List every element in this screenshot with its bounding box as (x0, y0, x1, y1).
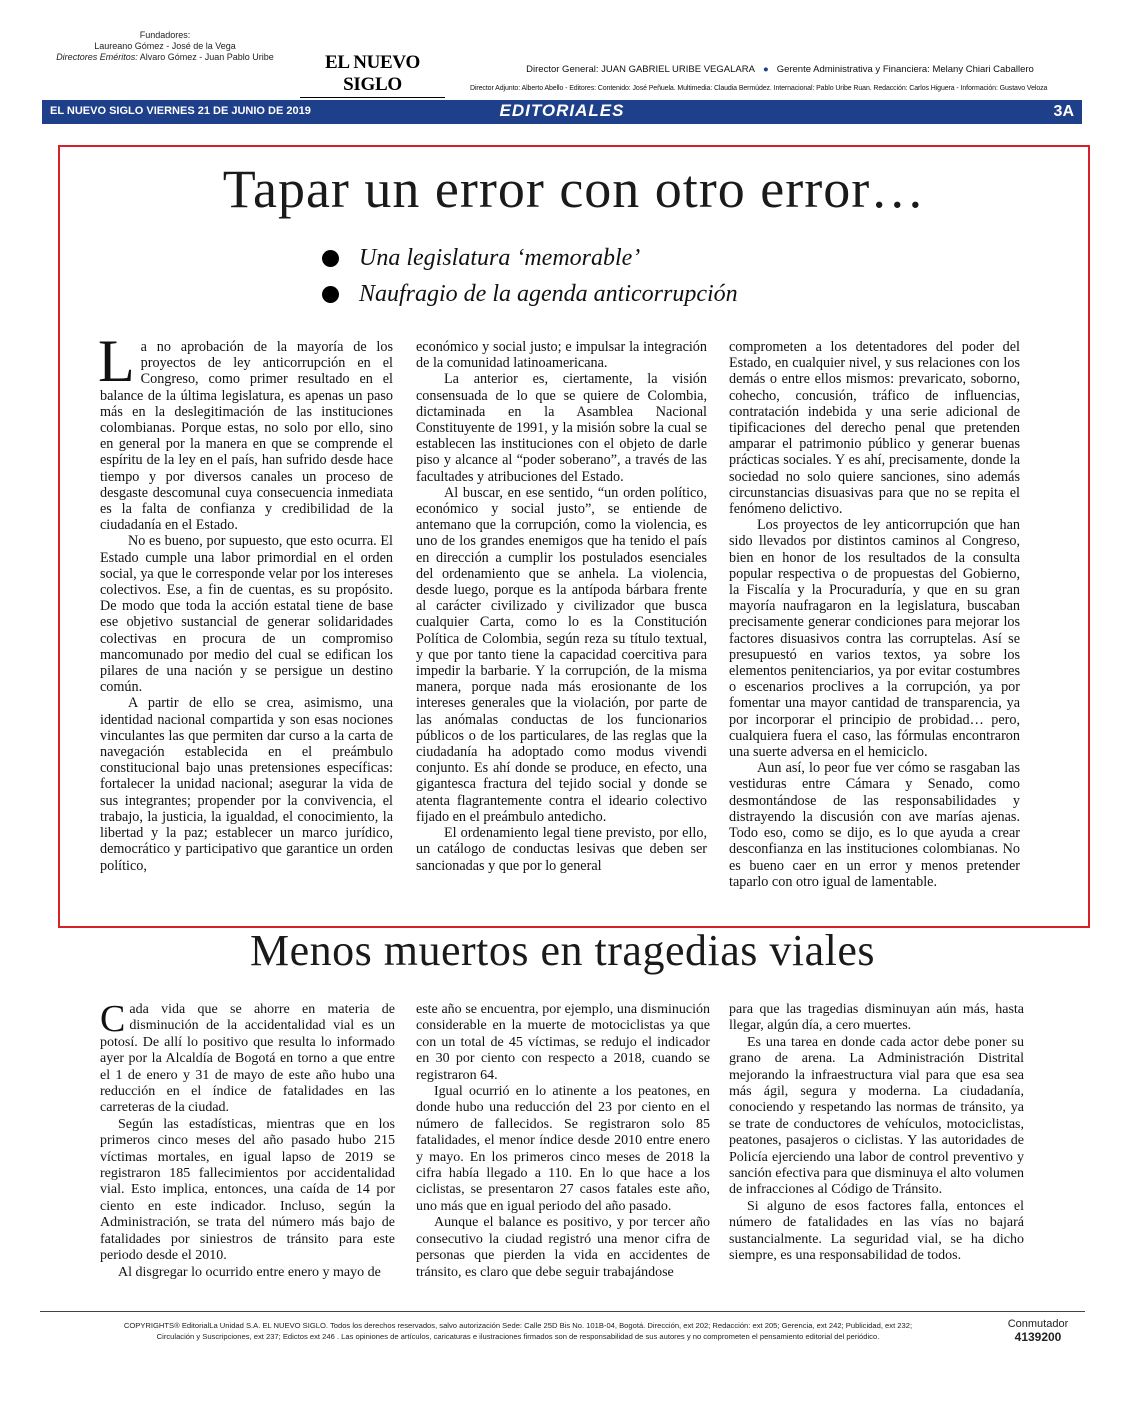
paragraph: Al buscar, en ese sentido, “un orden político, económico y social justo”, se entiende de antemano que la corrupción, como la violencia, es uno de los grandes enemigos que ha tenido el país en dirección a cumplir los postulados esenciales del ordenamiento que se anhela. La violencia, desde luego, porque es la antípoda bárbara frente al carácter civilizado y civilizador que busca cualquier Carta, como lo es la Constitución Política de Colombia, según reza su título textual, y que por tanto tiene la capacidad coercitiva para impedir la barbarie. Y la corrupción, de la misma manera, porque nada más erosionante de los intereses generales que la violación, por parte de las anómalas conductas de los funcionarios públicos o de los particulares, de las reglas que la ciudadanía ha adoptado como modus vivendi conjunto. Es ahí donde se produce, en efecto, una gigantesca fractura del tejido social y donde se atenta flagrantemente contra el ideario colectivo fijado en el preámbulo antedicho. (416, 484, 707, 825)
paragraph: Los proyectos de ley anticorrupción que han sido llevados por distintos caminos al Congreso, bien en honor de los resultados de la consulta popular respectiva o de propuestas del Gobierno, la Fiscalía y la Procuraduría, y que en su gran mayoría naufragaron en la legislatura, buscaban precisamente generar condiciones para mejorar los factores disuasivos contra las corruptelas. Así se presupuestó en varios textos, ya sobre los elementos penitenciarios, ya por evitar costumbres o escenarios proclives a la corrupción, ya por fomentar una mayor cantidad de transparencia, ya por incorporar el principio de probidad… pero, cualquiera fuera el caso, las fórmulas encontraron una suerte adversa en el hemiciclo. (729, 517, 1020, 761)
editorial-title: Tapar un error con otro error… (222, 159, 926, 219)
bullet-icon (322, 286, 339, 303)
bullet-icon: ● (762, 64, 769, 75)
paragraph: este año se encuentra, por ejemplo, una disminución considerable en la muerte de motociclistas ya que con un total de 45 víctimas, se redujo el indicador en 30 por ciento con respecto a 2018, cuando se registraron 64. (416, 1002, 710, 1083)
emeriti-names: Alvaro Gómez - Juan Pablo Uribe (139, 52, 274, 62)
gerente: Gerente Administrativa y Financiera: Melany Chiari Caballero (776, 64, 1034, 75)
section-title: EDITORIALES (499, 101, 625, 120)
emeriti-label: Directores Eméritos: (56, 52, 138, 62)
paragraph: La anterior es, ciertamente, la visión consensuada de lo que se quiere de Colombia, dictaminada en la Asamblea Nacional Constituyente de 1991, y la misión sobre la cual se establecen las instituciones con el objeto de darle piso y alcance al “poder soberano”, a través de las facultades y atribuciones del Estado. (416, 371, 707, 485)
subhead-text: Una legislatura ‘memorable’ (359, 244, 641, 271)
editorial2-column-3 (729, 1002, 1024, 1265)
edition-date: EL NUEVO SIGLO VIERNES 21 DE JUNIO DE 2019 (50, 105, 311, 117)
editorial-subheads (322, 240, 922, 312)
switchboard-label: Conmutador (1007, 1318, 1069, 1330)
emeriti-line (30, 52, 300, 63)
editorial2-column-2 (416, 1002, 710, 1281)
paragraph: Según las estadísticas, mientras que en los primeros cinco meses del año pasado hubo 215 víctimas mortales, en igual lapso de 2019 se registraron 185 fallecimientos por accidentalidad vial. Esto implica, entonces, una caída de 14 por ciento en este indicador. Incluso, según la Administración, se trata del número más bajo de fatalidades por siniestros de tránsito para este periodo desde el 2010. (100, 1116, 395, 1264)
paragraph: Igual ocurrió en lo atinente a los peatones, en donde hubo una reducción del 23 por ciento en el número de fallecidos. Se registraron solo 85 fatalidades, el menor índice desde 2010 entre enero y mayo. En los primeros cinco meses de 2018 la cifra había llegado a 110. En lo que hace a los ciclistas, se presentaron 27 casos fatales este año, uno más que en igual periodo del año pasado. (416, 1084, 710, 1214)
directors-line (470, 64, 1090, 75)
director-general: Director General: JUAN GABRIEL URIBE VEGALARA (526, 64, 755, 75)
paragraph: para que las tragedias disminuyan aún más, hasta llegar, algún día, a cero muertes. (729, 1002, 1024, 1034)
logo-text: EL NUEVO SIGLO (300, 52, 445, 98)
subhead-item (322, 240, 922, 276)
footer-divider (40, 1311, 1085, 1312)
editorial2-column-1 (100, 998, 395, 1281)
subhead-text: Naufragio de la agenda anticorrupción (359, 280, 738, 307)
paragraph: No es bueno, por supuesto, que esto ocurra. El Estado cumple una labor primordial en el orden social, ya que le corresponde velar por los intereses colectivos. Ese, a fin de cuentas, es su propósito. De modo que toda la acción estatal tiene de base ese objetivo sustancial de generar solidaridades colectivas en procura de un compromiso mancomunado por medio del cual se edifican los pilares de una nación y se persigue un destino común. (100, 533, 393, 696)
staff-line: Director Adjunto: Alberto Abello - Editores: Contenido: José Peñuela. Multimedia: Claudia Bermúdez. Internacional: Pablo Uribe Ruan. Redacción: Carlos Higuera - Información: Gustavo Veloza (470, 85, 1048, 92)
switchboard-number: 4139200 (1014, 1330, 1062, 1344)
page-number: 3A (1053, 103, 1074, 120)
paragraph: Si alguno de esos factores falla, entonces el número de fatalidades en las vías no bajará sustancialmente. La seguridad vial, se ha dicho siempre, es una responsabilidad de todos. (729, 1198, 1024, 1264)
bullet-icon (322, 250, 339, 267)
footer-line-2: Circulación y Suscripciones, ext 237; Edictos ext 246 . Las opiniones de artículos, caricaturas e ilustraciones firmados son de responsabilidad de sus autores y no comprometen el pensamiento editorial del periódico. (156, 1332, 880, 1341)
switchboard (998, 1318, 1078, 1344)
section-bar (42, 100, 1082, 124)
paragraph: Aunque el balance es positivo, y por tercer año consecutivo la ciudad registró una menor cifra de personas que pierden la vida en accidentes de tránsito, es claro que debe seguir trabajándose (416, 1215, 710, 1280)
paragraph: Al disgregar lo ocurrido entre enero y mayo de (118, 1264, 381, 1280)
paragraph: comprometen a los detentadores del poder del Estado, en cualquier nivel, y sus relaciones con los demás o entre ellos mismos: prevaricato, soborno, cohecho, concusión, tráfico de influencias, contratación indebida y una serie adicional de tipificaciones del derecho penal que pretenden amparar el patrimonio público y generar buenas prácticas sociales. Y es ahí, precisamente, donde la sociedad no solo quiere sanciones, sino además circunstancias disuasivas para que no se repita el fenómeno delictivo. (729, 339, 1020, 518)
drop-cap: L (98, 328, 135, 394)
founders-names: Laureano Gómez - José de la Vega (94, 41, 236, 51)
paragraph: A partir de ello se crea, asimismo, una identidad nacional compartida y son esas nociones vinculantes las que permiten dar curso a la carta de navegación establecida en el preámbulo constitucional bajo unas pretensiones específicas: fortalecer la unidad nacional; asegurar la vida de sus integrantes; propender por la convivencia, el trabajo, la justicia, la igualdad, el conocimiento, la libertad y la paz; establecer un marco jurídico, democrático y participativo que garantice un orden político, (100, 695, 393, 874)
editorial-column-2 (416, 339, 707, 874)
paragraph: Cada vida que se ahorre en materia de disminución de la accidentalidad vial es un potosí. De allí lo positivo que resulta lo informado ayer por la Alcaldía de Bogotá en torno a que entre el 1 de enero y 31 de mayo de este año hubo una reducción en el índice de fatalidades en las carreteras de la ciudad. (100, 998, 395, 1116)
masthead-staff (470, 64, 1090, 92)
paragraph: económico y social justo; e impulsar la integración de la comunidad latinoamericana. (416, 339, 707, 372)
paragraph: Aun así, lo peor fue ver cómo se rasgaban las vestiduras entre Cámara y Senado, como desmontándose de las responsabilidades y distrayendo la discusión con ave marías ajenas. Todo eso, como se dijo, es lo que ayuda a crear desconfianza en las instituciones colombianas. No es bueno caer en un error y menos pretender taparlo con otro igual de lamentable. (729, 760, 1020, 890)
editorial-column-3 (729, 339, 1020, 890)
footer-copyright (58, 1320, 978, 1342)
drop-cap: C (100, 998, 126, 1040)
editorial-title-2: Menos muertos en tragedias viales (249, 926, 875, 975)
paragraph: Es una tarea en donde cada actor debe poner su grano de arena. La Administración Distrital mejorando la infraestructura vial para que esa sea más ágil, segura y moderna. La ciudadanía, conociendo y respetando las normas de tránsito, ya se trate de conductores de vehículos, motociclistas, peatones, pasajeros o ciclistas. Y las autoridades de Policía ejerciendo una labor de control preventivo y sanción efectiva para que disminuya el alto volumen de infracciones al Código de Tránsito. (729, 1034, 1024, 1198)
founders-label: Fundadores: (139, 30, 191, 40)
paragraph: El ordenamiento legal tiene previsto, por ello, un catálogo de conductas lesivas que deben ser sancionadas y que por lo general (416, 825, 707, 874)
paragraph: La no aprobación de la mayoría de los proyectos de ley anticorrupción en el Congreso, como primer resultado en el balance de la última legislatura, es apenas un paso más en la deslegitimación de las instituciones colombianas. Porque estas, no solo por ello, sino en general por la manera en que se comprende el espíritu de la ley en el país, han sufrido desde hace tiempo y por diversos canales un proceso de desgaste descomunal cuya consecuencia inmediata es la falta de confianza y credibilidad de la ciudadanía en el Estado. (98, 328, 393, 534)
footer-line-1: COPYRIGHTS® EditorialLa Unidad S.A. EL NUEVO SIGLO. Todos los derechos reservados, salvo autorización Sede: Calle 25D Bis No. 101B-04, Bogotá. Dirección, ext 202; Redacción: ext 205; Gerencia, ext 242; Publicidad, ext 232; (123, 1321, 913, 1330)
editorial-column-1 (98, 328, 393, 874)
masthead-founders (30, 30, 300, 63)
subhead-item (322, 276, 922, 312)
